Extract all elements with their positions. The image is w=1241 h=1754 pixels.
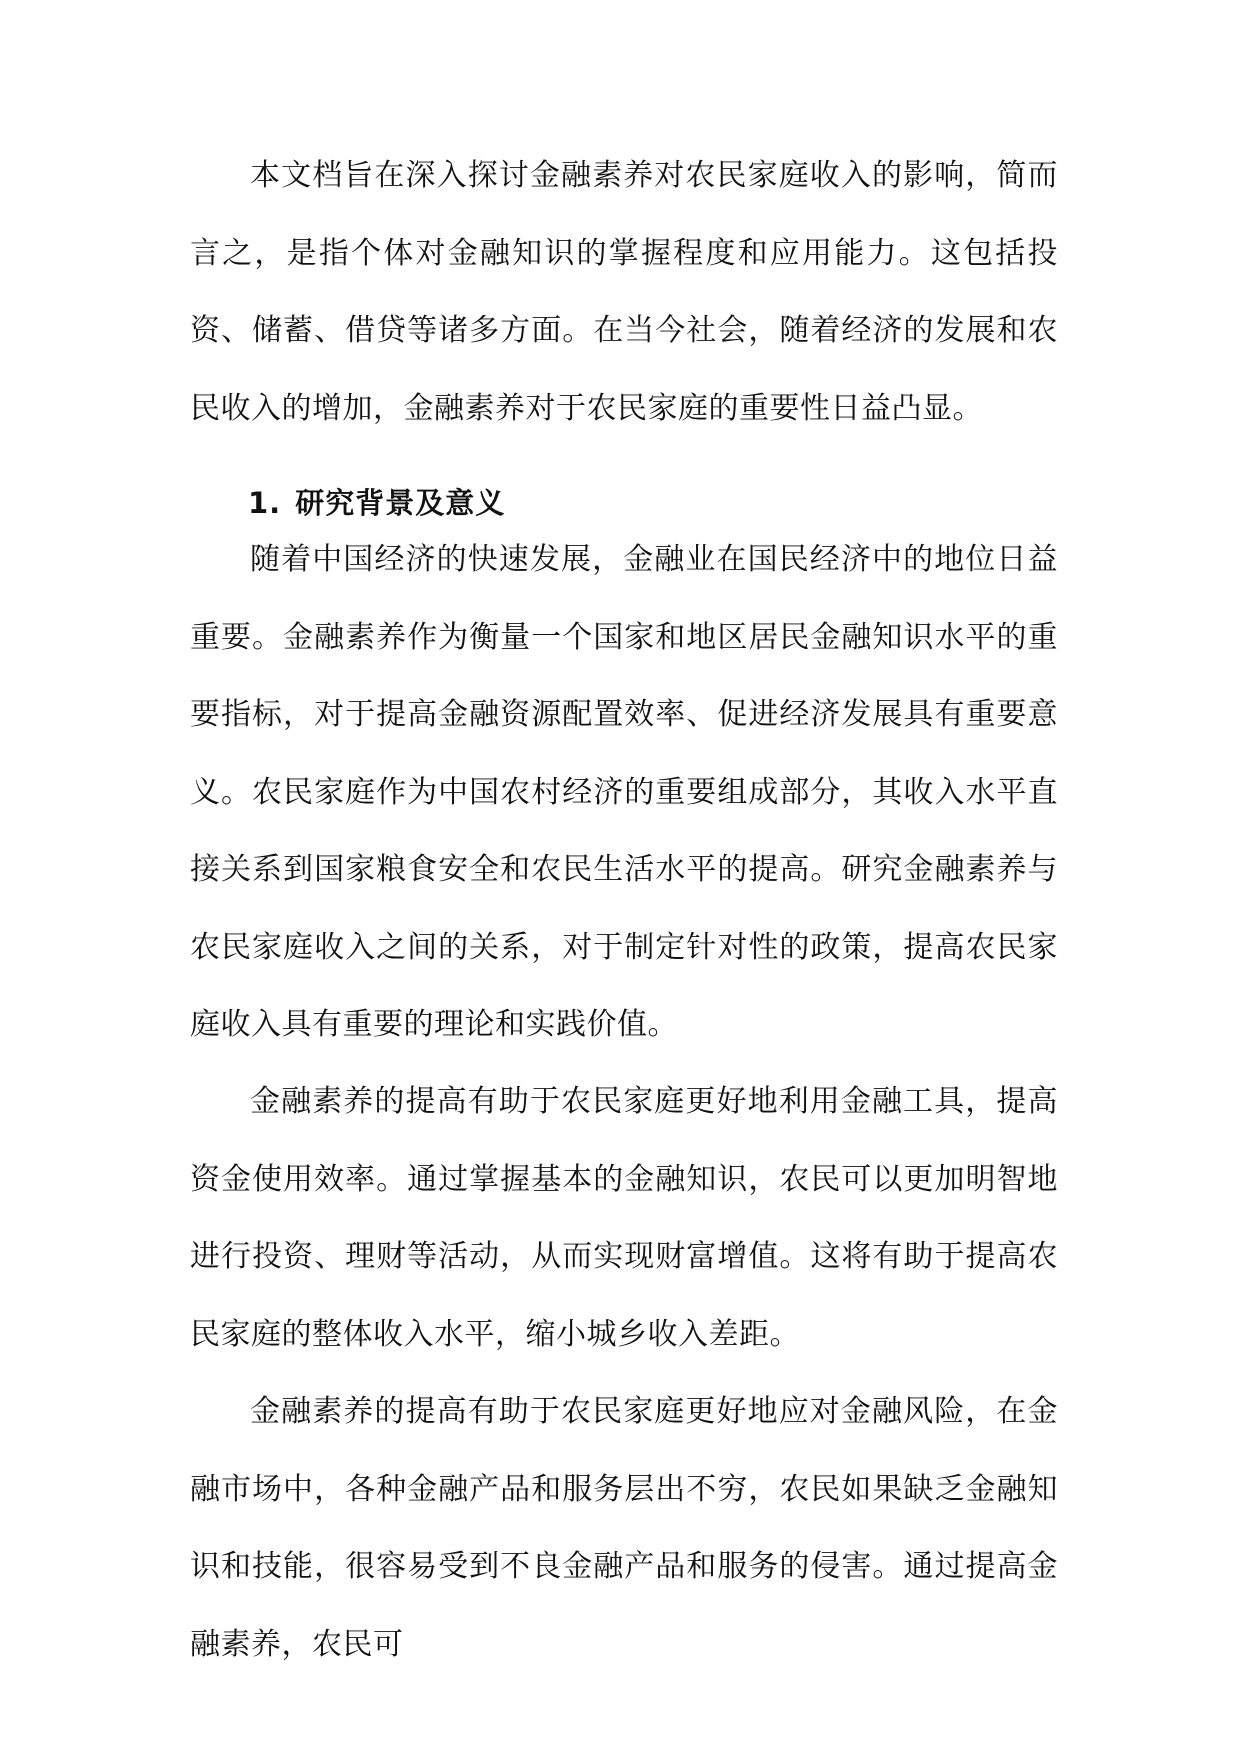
financial-tools-paragraph: 金融素养的提高有助于农民家庭更好地利用金融工具，提高资金使用效率。通过掌握基本的金融知识，农民可以更加明智地进行投资、理财等活动，从而实现财富增值。这将有助于提高农民家庭的整体收入水平，缩小城乡收入差距。 <box>190 1084 1058 1352</box>
section-number: 1. <box>248 486 282 520</box>
section-heading <box>248 483 505 523</box>
intro-paragraph: 本文档旨在深入探讨金融素养对农民家庭收入的影响，简而言之，是指个体对金融知识的掌握程度和应用能力。这包括投资、储蓄、借贷等诸多方面。在当今社会，随着经济的发展和农民收入的增加，金融素养对于农民家庭的重要性日益凸显。 <box>190 158 1058 426</box>
background-paragraph: 随着中国经济的快速发展，金融业在国民经济中的地位日益重要。金融素养作为衡量一个国家和地区居民金融知识水平的重要指标，对于提高金融资源配置效率、促进经济发展具有重要意义。农民家庭作为中国农村经济的重要组成部分，其收入水平直接关系到国家粮食安全和农民生活水平的提高。研究金融素养与农民家庭收入之间的关系，对于制定针对性的政策，提高农民家庭收入具有重要的理论和实践价值。 <box>190 542 1058 1042</box>
section-title: 研究背景及意义 <box>295 486 506 520</box>
financial-risk-paragraph: 金融素养的提高有助于农民家庭更好地应对金融风险，在金融市场中，各种金融产品和服务层出不穷，农民如果缺乏金融知识和技能，很容易受到不良金融产品和服务的侵害。通过提高金融素养，农民可 <box>190 1394 1058 1662</box>
